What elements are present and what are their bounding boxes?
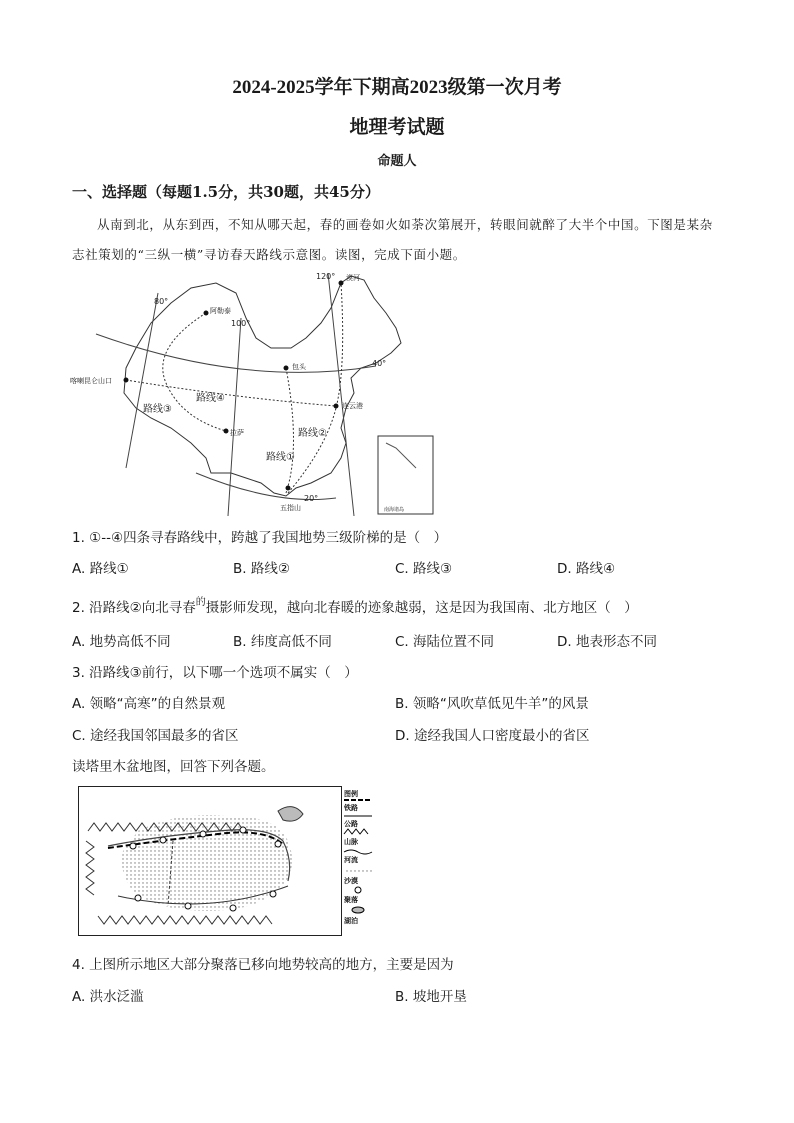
label-kashgar: 喀喇昆仑山口 — [70, 377, 112, 385]
label-route1: 路线① — [266, 452, 295, 463]
q2-stem-sup: 的 — [195, 597, 206, 608]
label-lon80: 80° — [154, 297, 169, 306]
legend-settlement: 聚落 — [344, 896, 358, 904]
legend-railway: 铁路 — [344, 804, 358, 812]
label-aletai: 阿勒泰 — [210, 307, 231, 315]
q3-option-b[interactable]: B. 领略“风吹草低见牛羊”的风景 — [395, 696, 589, 712]
q3-option-c[interactable]: C. 途经我国邻国最多的省区 — [72, 728, 239, 744]
legend-title: 图例 — [344, 790, 358, 798]
route-2 — [288, 283, 343, 493]
label-lasa: 拉萨 — [230, 429, 244, 437]
q3-option-d[interactable]: D. 途经我国人口密度最小的省区 — [395, 728, 590, 744]
legend-highway: 公路 — [344, 820, 358, 828]
label-inset: 南海诸岛 — [384, 507, 405, 513]
legend-river: 河流 — [344, 856, 358, 864]
label-lon100: 100° — [231, 319, 251, 328]
legend-lake: 湖泊 — [344, 917, 358, 925]
q4-option-a[interactable]: A. 洪水泛滥 — [72, 989, 144, 1005]
label-lat20: 20° — [304, 494, 319, 503]
label-lon120: 120° — [316, 272, 336, 281]
route-1 — [286, 368, 294, 493]
inset-frame — [378, 436, 433, 514]
question-2-stem — [72, 596, 638, 616]
intro-paragraph: 从南到北，从东到西，不知从哪天起，春的画卷如火如荼次第展开，转眼间就醉了大半个中国。下图是某杂志社策划的“三纵一横”寻访春天路线示意图。读图，完成下面小题。 — [72, 217, 713, 262]
exam-subject: 地理考试题 — [349, 117, 445, 138]
china-border — [124, 276, 401, 496]
label-baotou: 包头 — [292, 363, 306, 371]
label-lianyungang: 连云港 — [342, 402, 363, 410]
route-3 — [163, 313, 226, 431]
q2-stem-post: 摄影师发现，越向北春暖的迹象越弱，这是因为我国南、北方地区（ ） — [205, 600, 638, 616]
section-heading: 一、选择题（每题1.5分，共30题，共45分） — [72, 183, 380, 201]
legend-mountain: 山脉 — [344, 838, 358, 846]
question-1-stem: 1. ①--④四条寻春路线中，跨越了我国地势三级阶梯的是（ ） — [72, 530, 448, 546]
label-mohe: 漠河 — [346, 274, 360, 282]
q1-option-c[interactable]: C. 路线③ — [395, 561, 453, 577]
q4-option-b[interactable]: B. 坡地开垦 — [395, 989, 467, 1005]
question-3-stem: 3. 沿路线③前行，以下哪一个选项不属实（ ） — [72, 665, 358, 681]
route-4 — [126, 380, 336, 406]
q2-option-c[interactable]: C. 海陆位置不同 — [395, 634, 495, 650]
q2-option-d[interactable]: D. 地表形态不同 — [557, 634, 657, 650]
label-lat40: 40° — [372, 359, 387, 368]
q2-stem-pre: 2. 沿路线②向北寻春 — [72, 600, 196, 616]
q2-option-a[interactable]: A. 地势高低不同 — [72, 634, 171, 650]
label-route2: 路线② — [298, 428, 327, 439]
read-instruction: 读塔里木盆地图，回答下列各题。 — [72, 759, 275, 775]
q1-option-d[interactable]: D. 路线④ — [557, 561, 616, 577]
meridian-100 — [228, 318, 241, 516]
question-4-stem: 4. 上图所示地区大部分聚落已移向地势较高的地方，主要是因为 — [72, 957, 454, 973]
map-legend — [342, 786, 378, 936]
label-wuzhishan: 五指山 — [280, 504, 301, 512]
q1-option-a[interactable]: A. 路线① — [72, 561, 129, 577]
legend-desert: 沙漠 — [344, 877, 358, 885]
tarim-basin-map — [78, 786, 342, 936]
parallel-40 — [96, 334, 376, 372]
q3-option-a[interactable]: A. 领略“高寒”的自然景观 — [72, 696, 226, 712]
author-line: 命题人 — [377, 154, 417, 169]
q2-option-b[interactable]: B. 纬度高低不同 — [233, 634, 332, 650]
china-route-map — [70, 268, 442, 518]
q1-option-b[interactable]: B. 路线② — [233, 561, 290, 577]
label-route3: 路线③ — [143, 404, 172, 415]
label-route4: 路线④ — [196, 393, 225, 404]
exam-title: 2024-2025学年下期高2023级第一次月考 — [232, 77, 562, 98]
meridian-120 — [328, 273, 354, 516]
